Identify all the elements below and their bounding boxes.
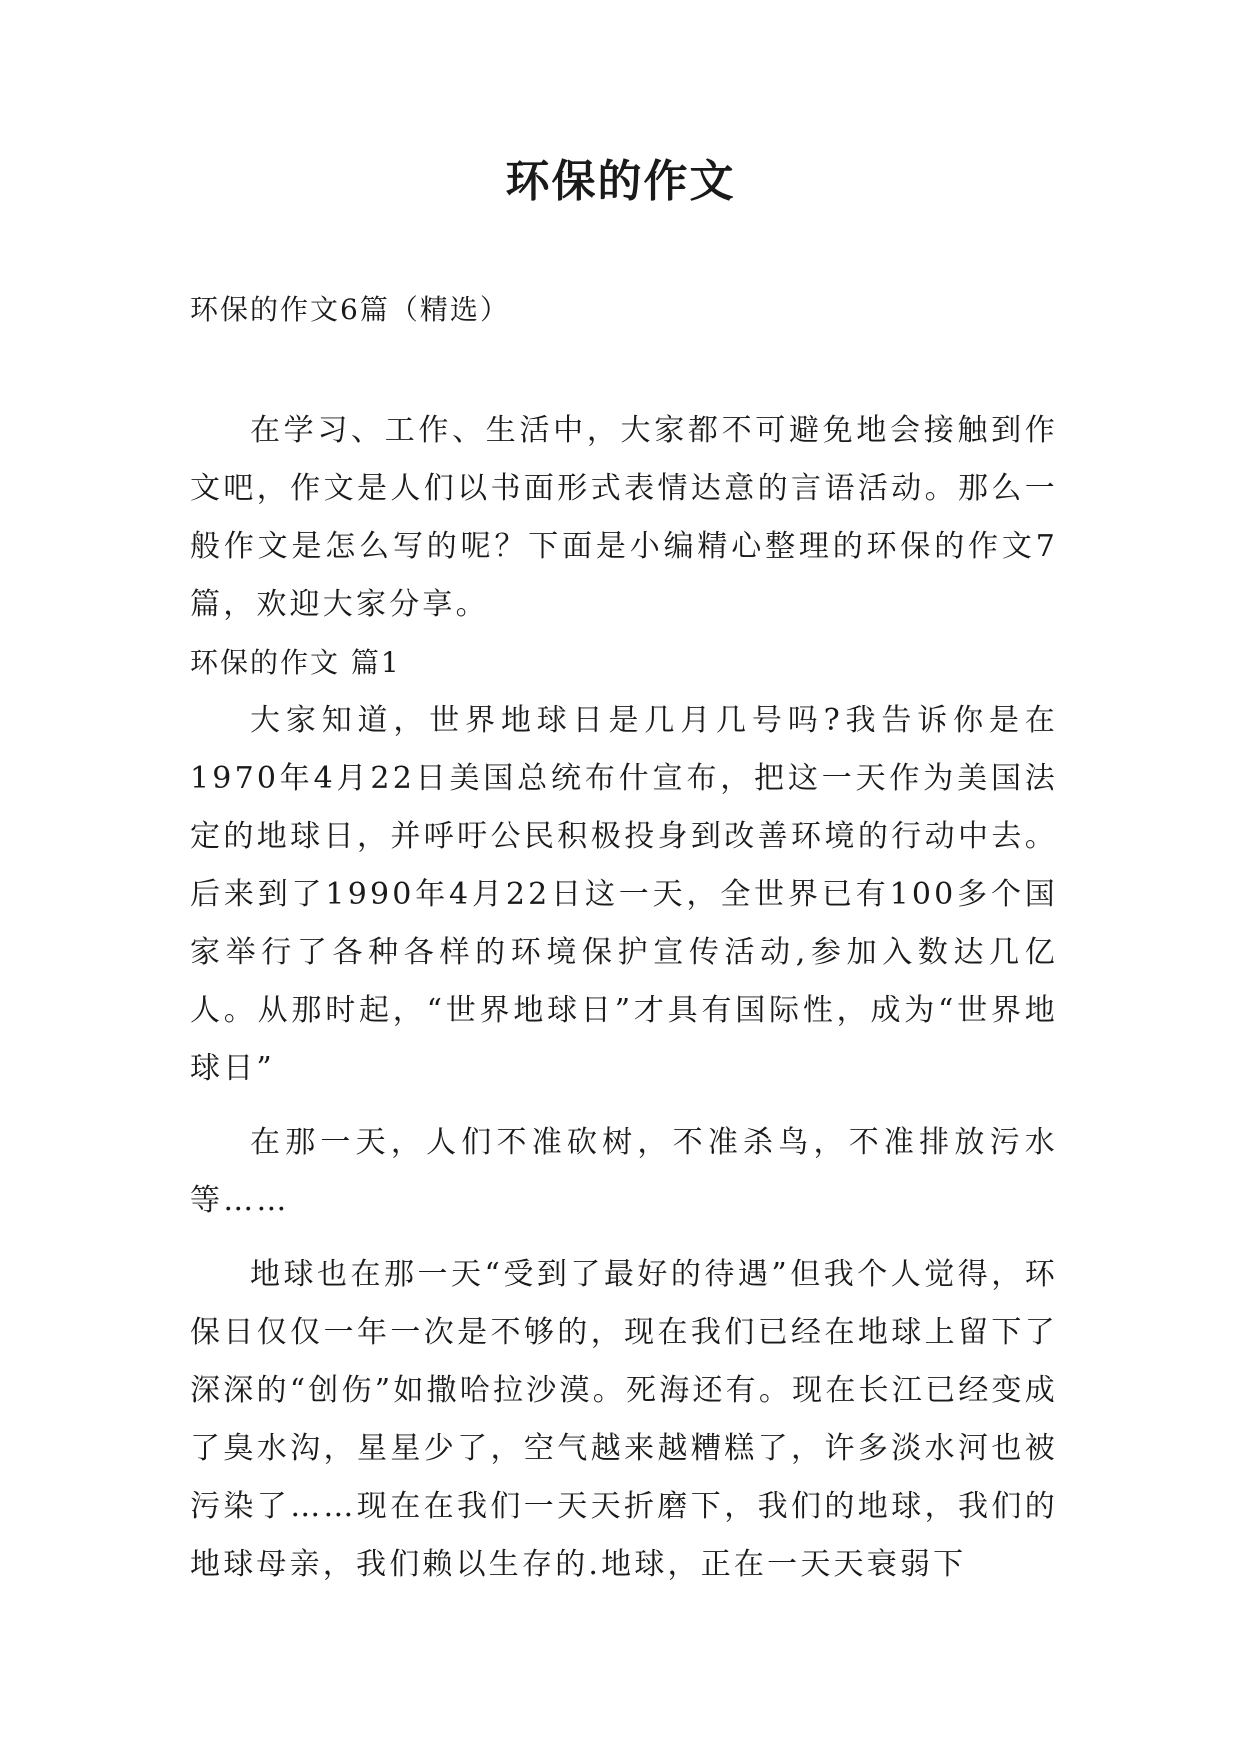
document-title: 环保的作文 bbox=[505, 156, 736, 207]
intro-paragraph: 在学习、工作、生活中，大家都不可避免地会接触到作文吧，作文是人们以书面形式表情达意的言语活动。那么一般作文是怎么写的呢？下面是小编精心整理的环保的作文7篇，欢迎大家分享。 bbox=[190, 413, 1058, 622]
body-paragraph-1: 大家知道，世界地球日是几月几号吗?我告诉你是在1970年4月22日美国总统布什宣布，把这一天作为美国法定的地球日，并呼吁公民积极投身到改善环境的行动中去。后来到了1990年4月22日这一天，全世界已有100多个国家举行了各种各样的环境保护宣传活动,参加入数达几亿人。从那时起，“世界地球日”才具有国际性，成为“世界地球日” bbox=[190, 703, 1058, 1086]
document-body bbox=[190, 402, 1058, 1594]
body-paragraph-2: 在那一天，人们不准砍树，不准杀鸟，不准排放污水等…… bbox=[190, 1125, 1058, 1218]
section-heading: 环保的作文 篇1 bbox=[190, 646, 401, 679]
document-subtitle: 环保的作文6篇（精选） bbox=[190, 293, 510, 326]
body-paragraph-3: 地球也在那一天“受到了最好的待遇”但我个人觉得，环保日仅仅一年一次是不够的，现在我们已经在地球上留下了深深的“创伤”如撒哈拉沙漠。死海还有。现在长江已经变成了臭水沟，星星少了，空气越来越糟糕了，许多淡水河也被污染了……现在在我们一天天折磨下，我们的地球，我们的地球母亲，我们赖以生存的.地球，正在一天天衰弱下 bbox=[190, 1257, 1058, 1582]
